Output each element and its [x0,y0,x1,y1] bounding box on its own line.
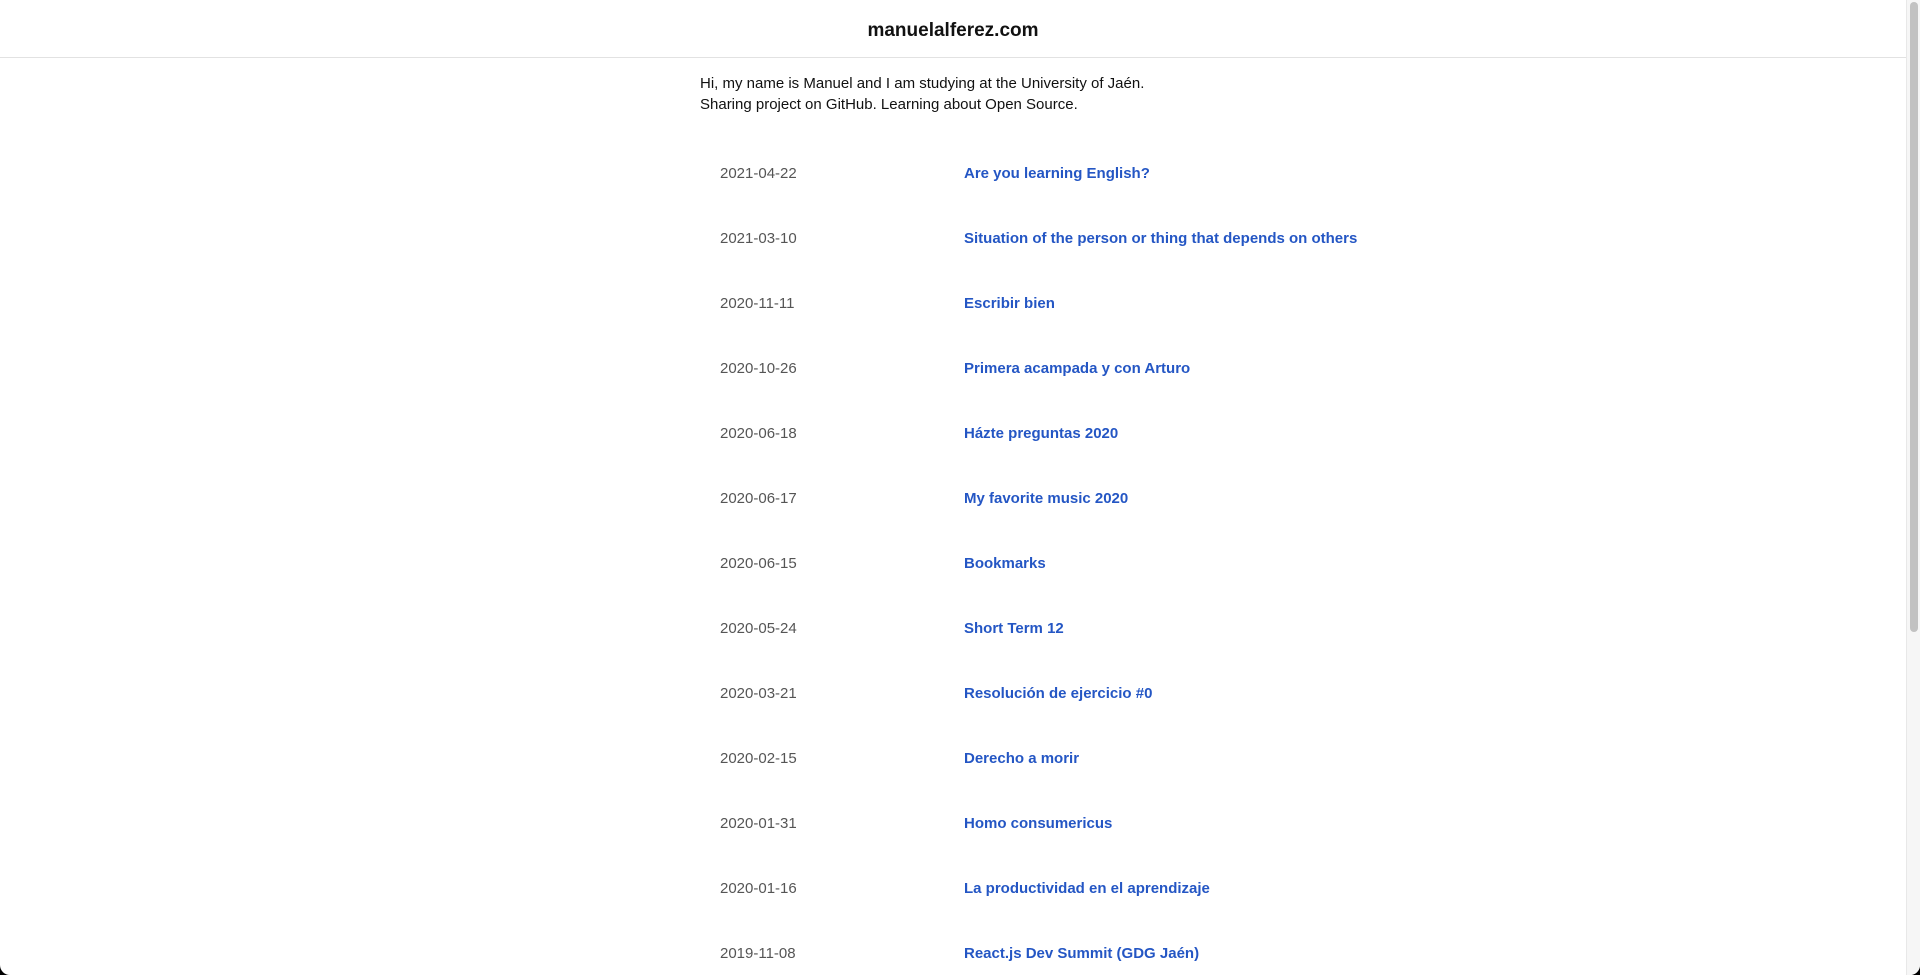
post-link[interactable]: My favorite music 2020 [964,490,1129,507]
post-row [720,726,1420,791]
post-row [720,596,1420,661]
post-list [720,141,1420,975]
post-date: 2021-04-22 [720,165,797,182]
post-link[interactable]: Bookmarks [964,555,1046,572]
post-row [720,466,1420,531]
post-date: 2020-01-31 [720,815,797,832]
post-date: 2020-11-11 [720,295,795,312]
post-row [720,791,1420,856]
post-row [720,141,1420,206]
scrollbar-thumb[interactable] [1910,2,1918,632]
site-title-link[interactable]: manuelalferez.com [867,19,1039,41]
post-link[interactable]: Derecho a morir [964,750,1080,767]
post-row [720,531,1420,596]
post-row [720,336,1420,401]
post-link[interactable]: Homo consumericus [964,815,1113,832]
post-row [720,401,1420,466]
post-link[interactable]: Short Term 12 [964,620,1064,637]
post-link[interactable]: React.js Dev Summit (GDG Jaén) [964,945,1200,962]
post-date: 2020-05-24 [720,620,797,637]
post-row [720,206,1420,271]
post-date: 2020-10-26 [720,360,797,377]
site-header [0,0,1906,58]
intro-text: Hi, my name is Manuel and I am studying at the University of Jaén. Sharing project on GitHub. Learning about Open Source. [700,75,1145,113]
post-link[interactable]: Are you learning English? [964,165,1150,182]
post-row [720,271,1420,336]
post-date: 2020-06-17 [720,490,797,507]
post-date: 2020-06-15 [720,555,797,572]
post-link[interactable]: Resolución de ejercicio #0 [964,685,1153,702]
post-date: 2020-01-16 [720,880,797,897]
vertical-scrollbar[interactable] [1906,0,1920,975]
post-date: 2021-03-10 [720,230,797,247]
post-row [720,661,1420,726]
post-link[interactable]: Situation of the person or thing that depends on others [964,230,1358,247]
post-date: 2019-11-08 [720,945,796,962]
post-link[interactable]: La productividad en el aprendizaje [964,880,1210,897]
post-link[interactable]: Escribir bien [964,295,1055,312]
post-link[interactable]: Primera acampada y con Arturo [964,360,1191,377]
post-row [720,856,1420,921]
post-date: 2020-02-15 [720,750,797,767]
post-date: 2020-03-21 [720,685,797,702]
post-link[interactable]: Házte preguntas 2020 [964,425,1119,442]
post-row [720,921,1420,975]
post-date: 2020-06-18 [720,425,797,442]
